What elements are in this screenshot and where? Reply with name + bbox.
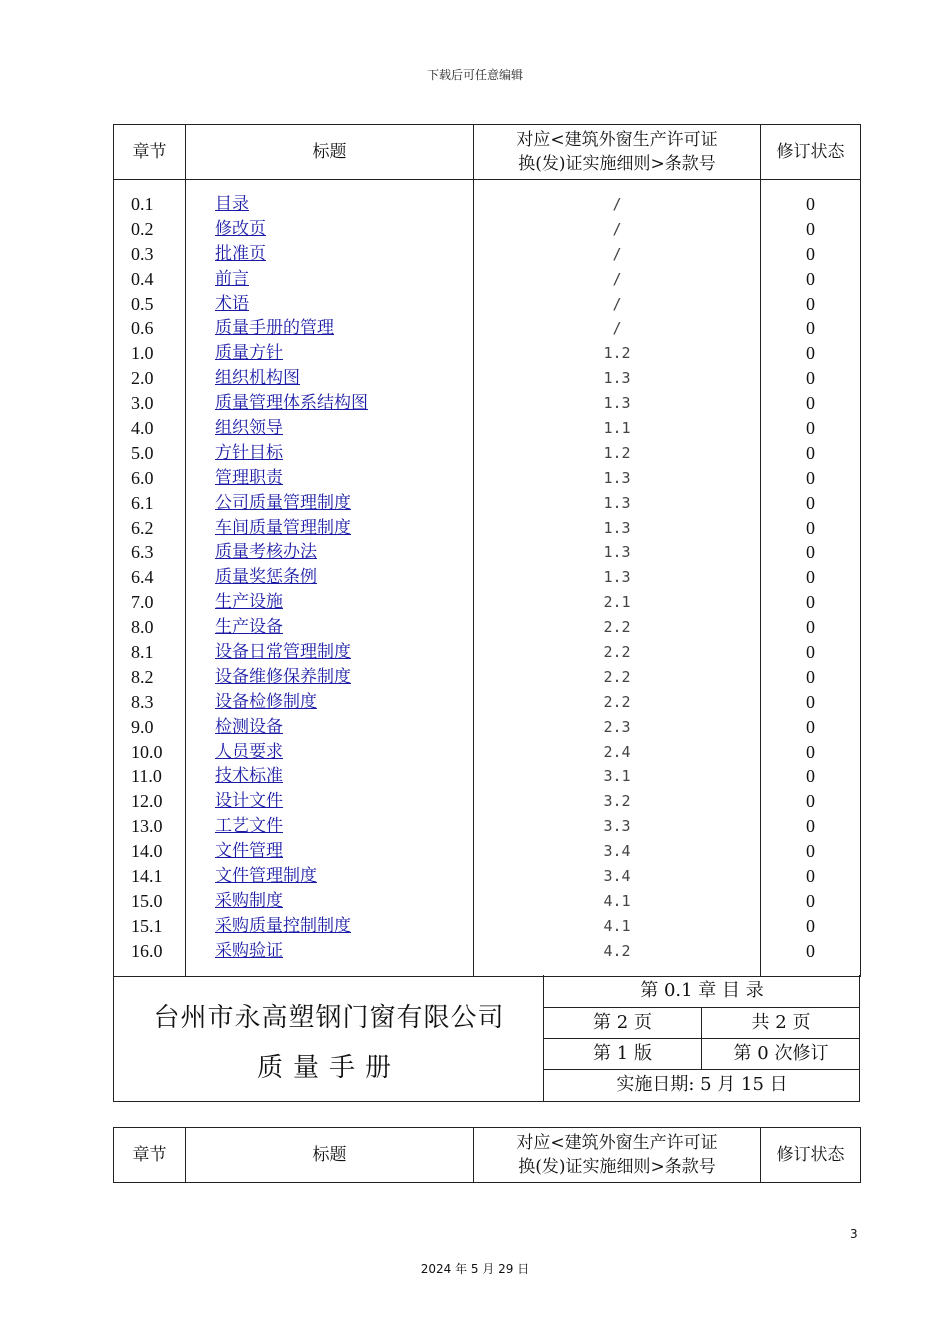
toc-entry[interactable] <box>186 565 473 590</box>
col-header-revision: 修订状态 <box>761 1128 861 1183</box>
clause-number: / <box>612 294 622 313</box>
revision-status: 0 <box>806 492 815 513</box>
clause-column <box>474 180 761 977</box>
toc-link[interactable]: 采购验证 <box>215 940 283 961</box>
revision-column <box>761 180 861 977</box>
chapter-number: 3.0 <box>131 393 154 414</box>
toc-link[interactable]: 前言 <box>215 268 249 289</box>
toc-table <box>113 124 861 977</box>
clause-number: 2.2 <box>603 618 631 637</box>
clause-number: 1.3 <box>603 518 631 537</box>
toc-entry[interactable] <box>186 665 473 690</box>
clause-number: 3.1 <box>603 767 631 786</box>
company-name: 台州市永高塑钢门窗有限公司 <box>153 1003 505 1033</box>
toc-link[interactable]: 方针目标 <box>215 442 283 463</box>
toc-link[interactable]: 人员要求 <box>215 741 283 762</box>
revision-status: 0 <box>806 940 815 961</box>
clause-number: 1.1 <box>603 419 631 438</box>
clause-number: 1.3 <box>603 394 631 413</box>
clause-number: 2.2 <box>603 643 631 662</box>
chapter-number: 6.1 <box>131 492 154 513</box>
toc-entry[interactable] <box>186 715 473 740</box>
chapter-number: 6.2 <box>131 517 154 538</box>
revision-status: 0 <box>806 915 815 936</box>
toc-link[interactable]: 质量管理体系结构图 <box>215 393 368 414</box>
toc-entry[interactable] <box>186 466 473 491</box>
revision-status: 0 <box>806 542 815 563</box>
revision-status: 0 <box>806 343 815 364</box>
chapter-number: 6.4 <box>131 567 154 588</box>
revision-status: 0 <box>806 766 815 787</box>
chapter-number: 6.3 <box>131 542 154 563</box>
chapter-number: 0.4 <box>131 268 154 289</box>
toc-entry[interactable] <box>186 540 473 565</box>
revision-status: 0 <box>806 293 815 314</box>
chapter-number: 8.1 <box>131 642 154 663</box>
chapter-number: 8.2 <box>131 666 154 687</box>
clause-number: / <box>612 244 622 263</box>
chapter-number: 14.0 <box>131 841 163 862</box>
chapter-number: 8.0 <box>131 617 154 638</box>
toc-link[interactable]: 批准页 <box>215 243 266 264</box>
chapter-label: 第 0.1 章 目 录 <box>640 980 764 1001</box>
effective-date: 实施日期: 5 月 15 日 <box>616 1074 788 1095</box>
chapter-number: 11.0 <box>131 766 162 787</box>
toc-entry[interactable] <box>186 292 473 317</box>
clause-number: / <box>612 319 622 338</box>
toc-link[interactable]: 质量手册的管理 <box>215 318 334 339</box>
revision-status: 0 <box>806 418 815 439</box>
clause-number: 2.3 <box>603 717 631 736</box>
revision-status: 0 <box>806 617 815 638</box>
revision-status: 0 <box>806 642 815 663</box>
revision-status: 0 <box>806 866 815 887</box>
chapter-number: 5.0 <box>131 442 154 463</box>
chapter-number: 15.0 <box>131 890 163 911</box>
chapter-number: 4.0 <box>131 418 154 439</box>
clause-number: 1.3 <box>603 493 631 512</box>
toc-entry[interactable] <box>186 316 473 341</box>
col-header-chapter: 章节 <box>114 125 186 180</box>
col-header-chapter: 章节 <box>114 1128 186 1183</box>
chapter-number: 2.0 <box>131 368 154 389</box>
col-header-title: 标题 <box>186 1128 474 1183</box>
chapter-number: 0.3 <box>131 243 154 264</box>
clause-number: / <box>612 269 622 288</box>
clause-header-line1: 对应<建筑外窗生产许可证 <box>516 130 718 150</box>
clause-number: 3.2 <box>603 792 631 811</box>
clause-number: 1.3 <box>603 369 631 388</box>
clause-number: 2.2 <box>603 667 631 686</box>
clause-header-line2: 换(发)证实施细则>条款号 <box>518 1157 716 1177</box>
toc-entry[interactable] <box>186 615 473 640</box>
revision-status: 0 <box>806 567 815 588</box>
toc-entry[interactable] <box>186 341 473 366</box>
clause-number: 1.3 <box>603 543 631 562</box>
revision-status: 0 <box>806 741 815 762</box>
toc-entry[interactable] <box>186 242 473 267</box>
revision-status: 0 <box>806 442 815 463</box>
toc-entry[interactable] <box>186 864 473 889</box>
chapter-number: 12.0 <box>131 791 163 812</box>
header-note: 下载后可任意编辑 <box>426 68 523 82</box>
toc-entry[interactable] <box>186 441 473 466</box>
title-column <box>186 180 474 977</box>
print-date: 2024 年 5 月 29 日 <box>420 1262 530 1276</box>
toc-link[interactable]: 修改页 <box>215 218 266 239</box>
col-header-clause <box>474 125 761 180</box>
clause-number: 4.1 <box>603 891 631 910</box>
clause-number: 1.2 <box>603 344 631 363</box>
clause-number: 2.2 <box>603 692 631 711</box>
toc-link[interactable]: 管理职责 <box>215 467 283 488</box>
clause-number: 2.1 <box>603 593 631 612</box>
chapter-number: 14.1 <box>131 866 163 887</box>
chapter-number: 1.0 <box>131 343 154 364</box>
toc-link[interactable]: 术语 <box>215 293 249 314</box>
chapter-number: 9.0 <box>131 716 154 737</box>
toc-link[interactable]: 采购制度 <box>215 890 283 911</box>
page-label: 第 2 页 <box>544 1007 702 1038</box>
toc-entry[interactable] <box>186 416 473 441</box>
revision-status: 0 <box>806 666 815 687</box>
toc-link[interactable]: 采购质量控制制度 <box>215 915 351 936</box>
revision-status: 0 <box>806 393 815 414</box>
revision-status: 0 <box>806 318 815 339</box>
revision-status: 0 <box>806 791 815 812</box>
toc-link[interactable]: 工艺文件 <box>215 816 283 837</box>
toc-link[interactable]: 文件管理制度 <box>215 866 317 887</box>
revision-status: 0 <box>806 716 815 737</box>
toc-entry[interactable] <box>186 516 473 541</box>
chapter-number: 7.0 <box>131 592 154 613</box>
toc-link[interactable]: 设计文件 <box>215 791 283 812</box>
total-pages-label: 共 2 页 <box>751 1012 811 1033</box>
toc-link[interactable]: 组织机构图 <box>215 368 300 389</box>
clause-number: / <box>612 219 622 238</box>
chapter-number: 0.5 <box>131 293 154 314</box>
revision-status: 0 <box>806 592 815 613</box>
toc-link[interactable]: 检测设备 <box>215 716 283 737</box>
chapter-number: 8.3 <box>131 691 154 712</box>
toc-entry[interactable] <box>186 217 473 242</box>
chapter-number: 6.0 <box>131 467 154 488</box>
clause-number: 1.3 <box>603 468 631 487</box>
page-number: 3 <box>850 1227 858 1241</box>
chapter-number: 0.1 <box>131 194 154 214</box>
chapter-number: 15.1 <box>131 915 163 936</box>
revision-count-label: 第 0 次修订 <box>733 1043 829 1064</box>
toc-link[interactable]: 技术标准 <box>215 766 283 787</box>
toc-entry[interactable] <box>186 814 473 839</box>
revision-status: 0 <box>806 368 815 389</box>
toc-entry[interactable] <box>186 764 473 789</box>
toc-link[interactable]: 车间质量管理制度 <box>215 517 351 538</box>
revision-status: 0 <box>806 268 815 289</box>
chapter-number: 13.0 <box>131 816 163 837</box>
toc-entry[interactable] <box>186 267 473 292</box>
revision-status: 0 <box>806 243 815 264</box>
toc-link[interactable]: 生产设备 <box>215 617 283 638</box>
toc-entry[interactable] <box>186 889 473 914</box>
manual-title: 质量手册 <box>256 1053 401 1083</box>
revision-status: 0 <box>806 691 815 712</box>
table-body-row <box>114 180 861 977</box>
col-header-title: 标题 <box>186 125 474 180</box>
toc-entry[interactable] <box>186 789 473 814</box>
revision-status: 0 <box>806 218 815 239</box>
toc-link[interactable]: 生产设施 <box>215 592 283 613</box>
clause-number: 4.1 <box>603 916 631 935</box>
next-page-header-table <box>113 1127 861 1183</box>
toc-entry[interactable] <box>186 839 473 864</box>
toc-link[interactable]: 文件管理 <box>215 841 283 862</box>
clause-number: 4.2 <box>603 941 631 960</box>
company-block <box>114 975 544 1101</box>
table-header-row <box>114 1128 861 1183</box>
edition-label: 第 1 版 <box>544 1038 702 1069</box>
toc-link[interactable]: 组织领导 <box>215 418 283 439</box>
chapter-number: 0.2 <box>131 218 154 239</box>
chapter-number: 0.6 <box>131 318 154 339</box>
col-header-revision: 修订状态 <box>761 125 861 180</box>
revision-status: 0 <box>806 816 815 837</box>
clause-number: 1.3 <box>603 568 631 587</box>
toc-link[interactable]: 质量奖惩条例 <box>215 567 317 588</box>
table-header-row <box>114 125 861 180</box>
toc-entry[interactable] <box>186 391 473 416</box>
toc-entry[interactable] <box>186 491 473 516</box>
clause-number: 3.4 <box>603 842 631 861</box>
clause-number: 2.4 <box>603 742 631 761</box>
toc-link[interactable]: 质量考核办法 <box>215 542 317 563</box>
toc-link[interactable]: 设备维修保养制度 <box>215 666 351 687</box>
clause-header-line1: 对应<建筑外窗生产许可证 <box>516 1133 718 1153</box>
manual-footer-block <box>113 975 860 1102</box>
toc-link[interactable]: 质量方针 <box>215 343 283 364</box>
clause-number: / <box>612 195 622 213</box>
toc-entry[interactable] <box>186 690 473 715</box>
toc-entry[interactable] <box>186 740 473 765</box>
chapter-number: 16.0 <box>131 940 163 961</box>
chapter-column <box>114 180 186 977</box>
col-header-clause <box>474 1128 761 1183</box>
revision-status: 0 <box>806 517 815 538</box>
toc-entry[interactable] <box>186 192 473 217</box>
toc-link[interactable]: 设备日常管理制度 <box>215 642 351 663</box>
clause-number: 3.4 <box>603 867 631 886</box>
chapter-number: 10.0 <box>131 741 163 762</box>
clause-header-line2: 换(发)证实施细则>条款号 <box>518 154 716 174</box>
revision-status: 0 <box>806 841 815 862</box>
toc-link[interactable]: 公司质量管理制度 <box>215 492 351 513</box>
toc-entry[interactable] <box>186 939 473 964</box>
toc-entry[interactable] <box>186 914 473 939</box>
toc-entry[interactable] <box>186 590 473 615</box>
clause-number: 1.2 <box>603 443 631 462</box>
clause-number: 3.3 <box>603 817 631 836</box>
revision-status: 0 <box>806 467 815 488</box>
toc-entry[interactable] <box>186 640 473 665</box>
toc-link[interactable]: 目录 <box>215 194 249 214</box>
toc-link[interactable]: 设备检修制度 <box>215 691 317 712</box>
toc-entry[interactable] <box>186 366 473 391</box>
revision-status: 0 <box>806 194 815 214</box>
revision-status: 0 <box>806 890 815 911</box>
